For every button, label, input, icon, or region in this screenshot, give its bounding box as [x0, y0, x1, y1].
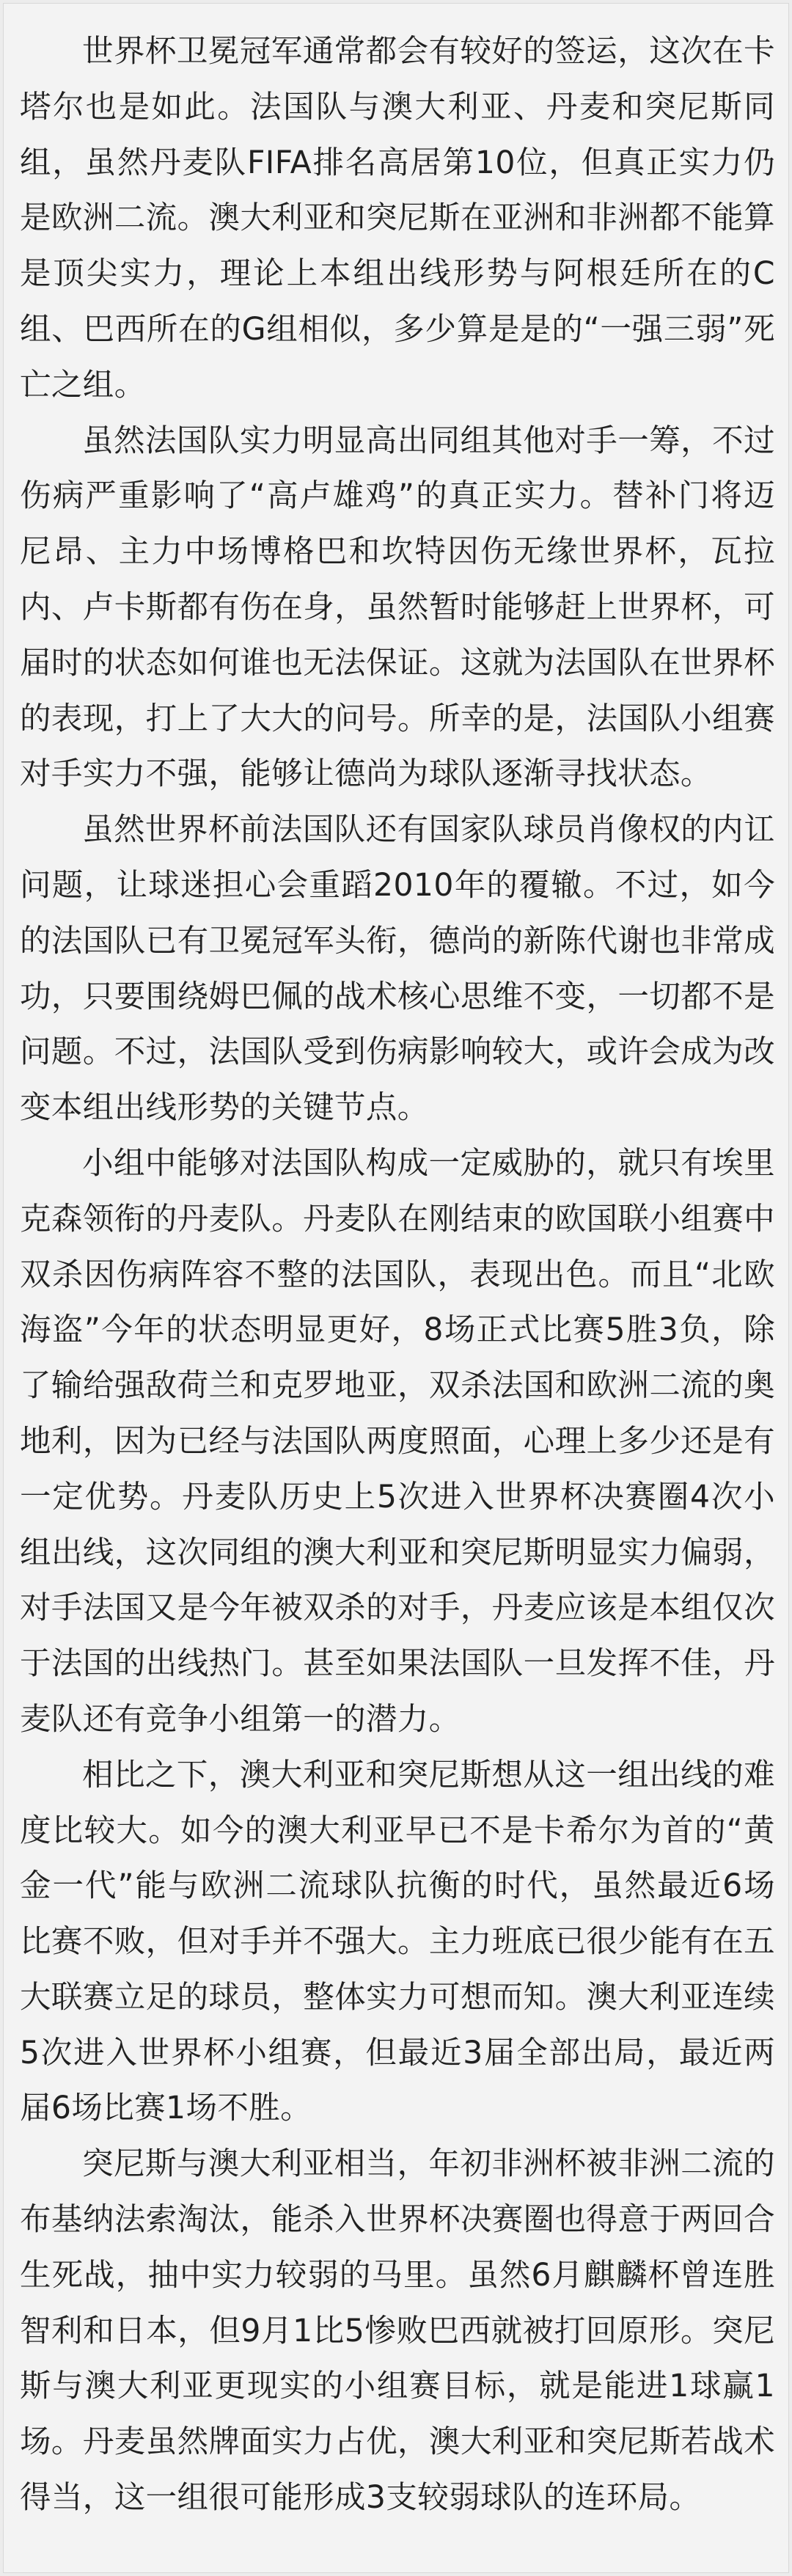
- paragraph-2: 虽然法国队实力明显高出同组其他对手一筹，不过伤病严重影响了“高卢雄鸡”的真正实力。替补门将迈尼昂、主力中场博格巴和坎特因伤无缘世界杯，瓦拉内、卢卡斯都有伤在身，虽然暂时能够赶上世界杯，可届时的状态如何谁也无法保证。这就为法国队在世界杯的表现，打上了大大的问号。所幸的是，法国队小组赛对手实力不强，能够让德尚为球队逐渐寻找状态。: [20, 422, 775, 793]
- paragraph-4: 小组中能够对法国队构成一定威胁的，就只有埃里克森领衔的丹麦队。丹麦队在刚结束的欧国联小组赛中双杀因伤病阵容不整的法国队，表现出色。而且“北欧海盗”今年的状态明显更好，8场正式比赛5胜3负，除了输给强敌荷兰和克罗地亚，双杀法国和欧洲二流的奥地利，因为已经与法国队两度照面，心理上多少还是有一定优势。丹麦队历史上5次进入世界杯决赛圈4次小组出线，这次同组的澳大利亚和突尼斯明显实力偏弱，对手法国又是今年被双杀的对手，丹麦应该是本组仅次于法国的出线热门。甚至如果法国队一旦发挥不佳，丹麦队还有竞争小组第一的潜力。: [20, 1145, 775, 1738]
- article-body: [20, 24, 775, 2526]
- page-frame: [3, 3, 789, 2573]
- paragraph-3: 虽然世界杯前法国队还有国家队球员肖像权的内讧问题，让球迷担心会重蹈2010年的覆辙。不过，如今的法国队已有卫冕冠军头衔，德尚的新陈代谢也非常成功，只要围绕姆巴佩的战术核心思维不变，一切都不是问题。不过，法国队受到伤病影响较大，或许会成为改变本组出线形势的关键节点。: [20, 812, 775, 1127]
- paragraph-1: 世界杯卫冕冠军通常都会有较好的签运，这次在卡塔尔也是如此。法国队与澳大利亚、丹麦和突尼斯同组，虽然丹麦队FIFA排名高居第10位，但真正实力仍是欧洲二流。澳大利亚和突尼斯在亚洲和非洲都不能算是顶尖实力，理论上本组出线形势与阿根廷所在的C组、巴西所在的G组相似，多少算是是的“一强三弱”死亡之组。: [20, 34, 775, 403]
- paragraph-5: 相比之下，澳大利亚和突尼斯想从这一组出线的难度比较大。如今的澳大利亚早已不是卡希尔为首的“黄金一代”能与欧洲二流球队抗衡的时代，虽然最近6场比赛不败，但对手并不强大。主力班底已很少能有在五大联赛立足的球员，整体实力可想而知。澳大利亚连续5次进入世界杯小组赛，但最近3届全部出局，最近两届6场比赛1场不胜。: [20, 1757, 775, 2127]
- paragraph-6: 突尼斯与澳大利亚相当，年初非洲杯被非洲二流的布基纳法索淘汰，能杀入世界杯决赛圈也得意于两回合生死战，抽中实力较弱的马里。虽然6月麒麟杯曾连胜智利和日本，但9月1比5惨败巴西就被打回原形。突尼斯与澳大利亚更现实的小组赛目标，就是能进1球赢1场。丹麦虽然牌面实力占优，澳大利亚和突尼斯若战术得当，这一组很可能形成3支较弱球队的连环局。: [20, 2146, 775, 2517]
